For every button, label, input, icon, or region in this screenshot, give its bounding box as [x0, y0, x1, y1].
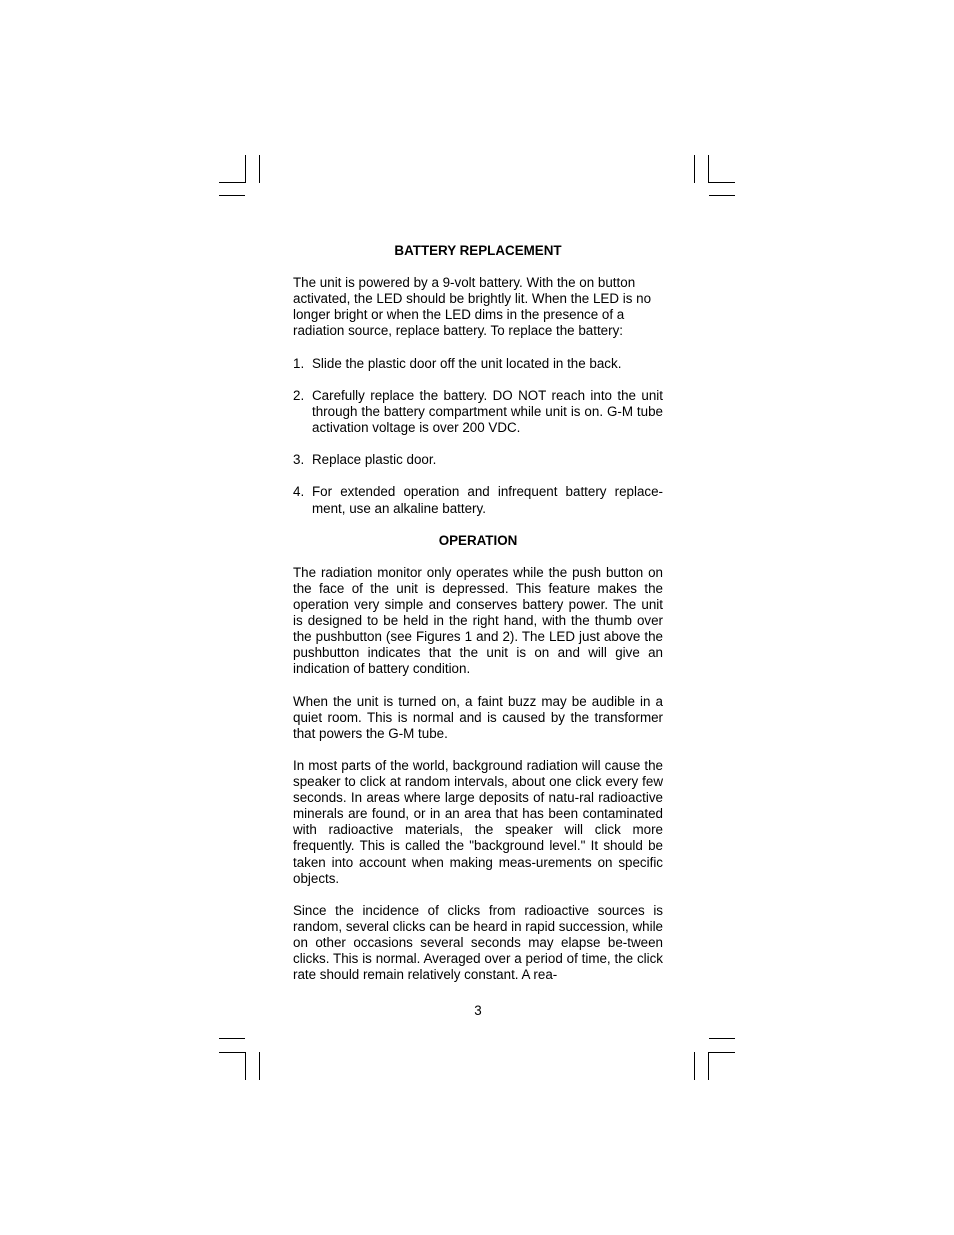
- crop-mark: [709, 195, 735, 196]
- operation-paragraph: Since the incidence of clicks from radioactive sources is random, several clicks can be heard in rapid succession, while on other occasions several seconds may elapse be-tween clicks. This is normal. Averaged over a period of time, the click rate should remain relatively constant. A rea-: [293, 902, 663, 983]
- battery-replacement-heading: BATTERY REPLACEMENT: [394, 243, 562, 258]
- crop-mark: [259, 1052, 260, 1080]
- crop-mark: [259, 155, 260, 183]
- step-text: Slide the plastic door off the unit located in the back.: [312, 355, 622, 371]
- battery-intro-paragraph: The unit is powered by a 9-volt battery. With the on button activated, the LED should be brightly lit. When the LED is no longer bright or when the LED dims in the presence of a radiation source, replace battery. To replace the battery:: [293, 275, 652, 339]
- battery-step: [293, 484, 663, 516]
- crop-mark: [709, 182, 735, 183]
- crop-mark: [708, 155, 709, 183]
- battery-step: [293, 356, 663, 372]
- crop-mark: [219, 1052, 245, 1053]
- step-number: 1.: [293, 355, 305, 371]
- crop-mark: [219, 182, 245, 183]
- battery-step: [293, 452, 663, 468]
- page-number: 3: [474, 1003, 482, 1018]
- operation-paragraph: The radiation monitor only operates while the push button on the face of the unit is depressed. This feature makes the operation very simple and conserves battery power. The unit is designed to be held in the right hand, with the thumb over the pushbutton (see Figures 1 and 2). The LED just above the pushbutton indicates that the unit is on and will give an indication of battery condition.: [293, 564, 663, 677]
- crop-mark: [694, 1052, 695, 1080]
- crop-mark: [709, 1038, 735, 1039]
- crop-mark: [245, 155, 246, 183]
- battery-step: [293, 388, 663, 436]
- operation-heading: OPERATION: [438, 532, 518, 548]
- operation-paragraph: When the unit is turned on, a faint buzz may be audible in a quiet room. This is normal and is caused by the transformer that powers the G-M tube.: [293, 693, 663, 741]
- crop-mark: [694, 155, 695, 183]
- operation-paragraph: In most parts of the world, background radiation will cause the speaker to click at random intervals, about one click every few seconds. In areas where large deposits of natu-ral radioactive minerals are found, or in an area that has been contaminated with radioactive materials, the speaker will click more frequently. This is called the "background level." It should be taken into account when making meas-urements on specific objects.: [293, 758, 663, 886]
- step-number: 3.: [293, 452, 305, 468]
- crop-mark: [219, 1038, 245, 1039]
- step-text: Carefully replace the battery. DO NOT reach into the unit through the battery compartment while unit is on. G-M tube activation voltage is over 200 VDC.: [312, 387, 663, 436]
- step-number: 2.: [293, 387, 305, 403]
- crop-mark: [709, 1052, 735, 1053]
- step-text: Replace plastic door.: [312, 452, 437, 468]
- crop-mark: [219, 195, 245, 196]
- page-content: [293, 243, 663, 983]
- step-number: 4.: [293, 484, 305, 500]
- crop-mark: [245, 1052, 246, 1080]
- crop-mark: [708, 1052, 709, 1080]
- step-text: For extended operation and infrequent battery replace-ment, use an alkaline battery.: [312, 484, 663, 516]
